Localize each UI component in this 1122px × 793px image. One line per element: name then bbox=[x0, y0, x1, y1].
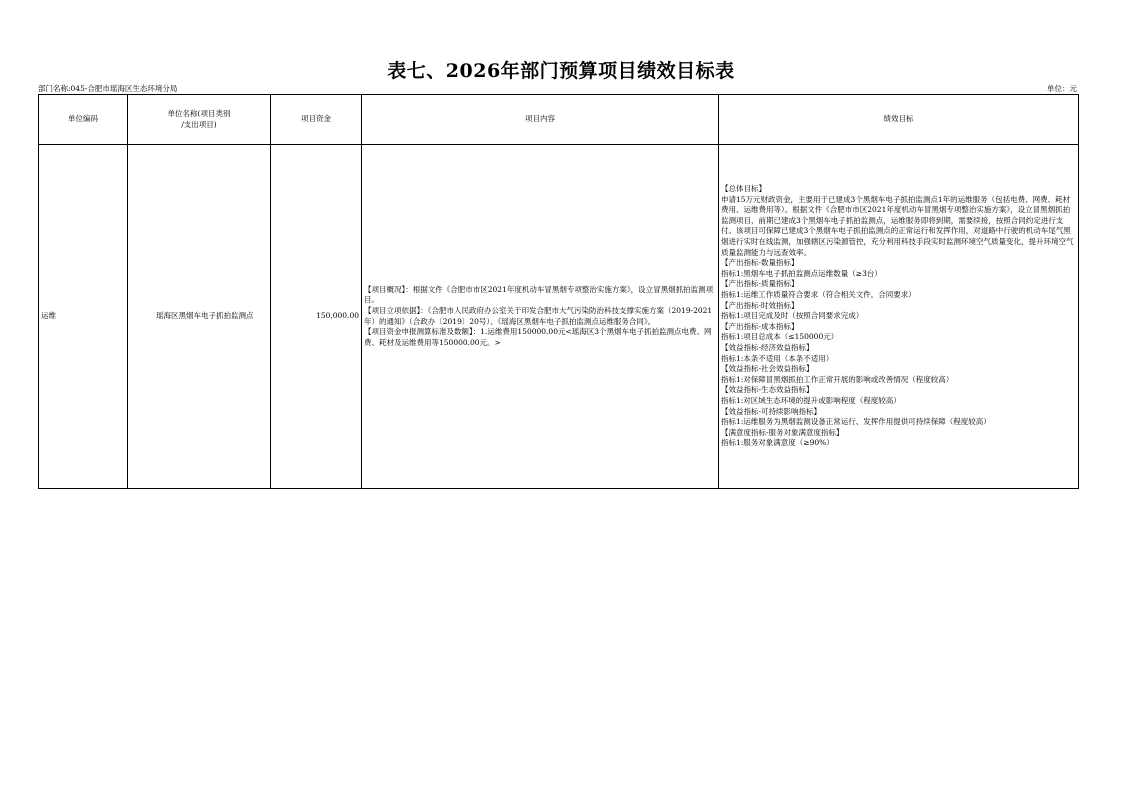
cell-unit-name: 瑶海区黑烟车电子抓拍监测点 bbox=[128, 145, 271, 489]
department-label: 部门名称:045-合肥市瑶海区生态环境分局 bbox=[38, 84, 178, 93]
header-project-content: 项目内容 bbox=[362, 95, 719, 145]
cell-project-content: 【项目概况】：根据文件《合肥市市区2021年度机动车冒黑烟专项整治实施方案》，设立冒黑烟抓拍监测项目。 【项目立项依据】：《合肥市人民政府办公室关于印发合肥市大气污染防治科技支撑实施方案（2019-2021年）的通知》（合政办〔2019〕20号）、《瑶海区黑烟车电子抓拍监测点运维服务合同》。 【项目资金申报测算标准及数额】：1.运维费用150000.00元<瑶海区3个黑烟车电子抓拍监测点电费、网费、耗材及运维费用等150000.00元。> bbox=[362, 145, 719, 489]
header-performance-goals: 绩效目标 bbox=[719, 95, 1079, 145]
table-header-row bbox=[39, 95, 1079, 145]
header-project-funds: 项目资金 bbox=[271, 95, 362, 145]
header-unit-code: 单位编码 bbox=[39, 95, 128, 145]
unit-label: 单位：元 bbox=[1047, 84, 1077, 93]
cell-unit-code: 运维 bbox=[39, 145, 128, 489]
cell-project-funds: 150,000.00 bbox=[271, 145, 362, 489]
cell-performance-goals: 【总体目标】 申请15万元财政资金，主要用于已建成3个黑烟车电子抓拍监测点1年的运维服务（包括电费、网费、耗材费用、运维费用等）。根据文件《合肥市市区2021年度机动车冒黑烟专项整治实施方案》，设立冒黑烟抓拍监测项目，前期已建成3个黑烟车电子抓拍监测点，运维服务即将到期，需要续接，按照合同约定进行支付。该项目可保障已建成3个黑烟车电子抓拍监测点的正常运行和发挥作用，对道路中行驶的机动车尾气黑烟进行实时在线监测，加强辖区污染源管控，充分利用科技手段实时监测环境空气质量变化，提升环境空气质量监测能力与远查效率。 【产出指标-数量指标】 指标1:黑烟车电子抓拍监测点运维数量（≥3台） 【产出指标-质量指标】 指标1:运维工作质量符合要求（符合相关文件，合同要求） 【产出指标-时效指标】 指标1:项目完成及时（按照合同要求完成） 【产出指标-成本指标】 指标1:项目总成本（≤150000元） 【效益指标-经济效益指标】 指标1:本条不适用（本条不适用） 【效益指标-社会效益指标】 指标1:对保障冒黑烟抓拍工作正常开展的影响或改善情况（程度较高） 【效益指标-生态效益指标】 指标1:对区域生态环境的提升或影响程度（程度较高） 【效益指标-可持续影响指标】 指标1:运维服务为黑烟监测设备正常运行、发挥作用提供可持续保障（程度较高） 【满意度指标-服务对象满意度指标】 指标1:服务对象满意度（≥90%） bbox=[719, 145, 1079, 489]
header-unit-name: 单位名称(项目类别 /支出项目) bbox=[128, 95, 271, 145]
page-title: 表七、2026年部门预算项目绩效目标表 bbox=[387, 60, 735, 82]
table-row bbox=[39, 145, 1079, 489]
performance-table bbox=[38, 94, 1079, 489]
